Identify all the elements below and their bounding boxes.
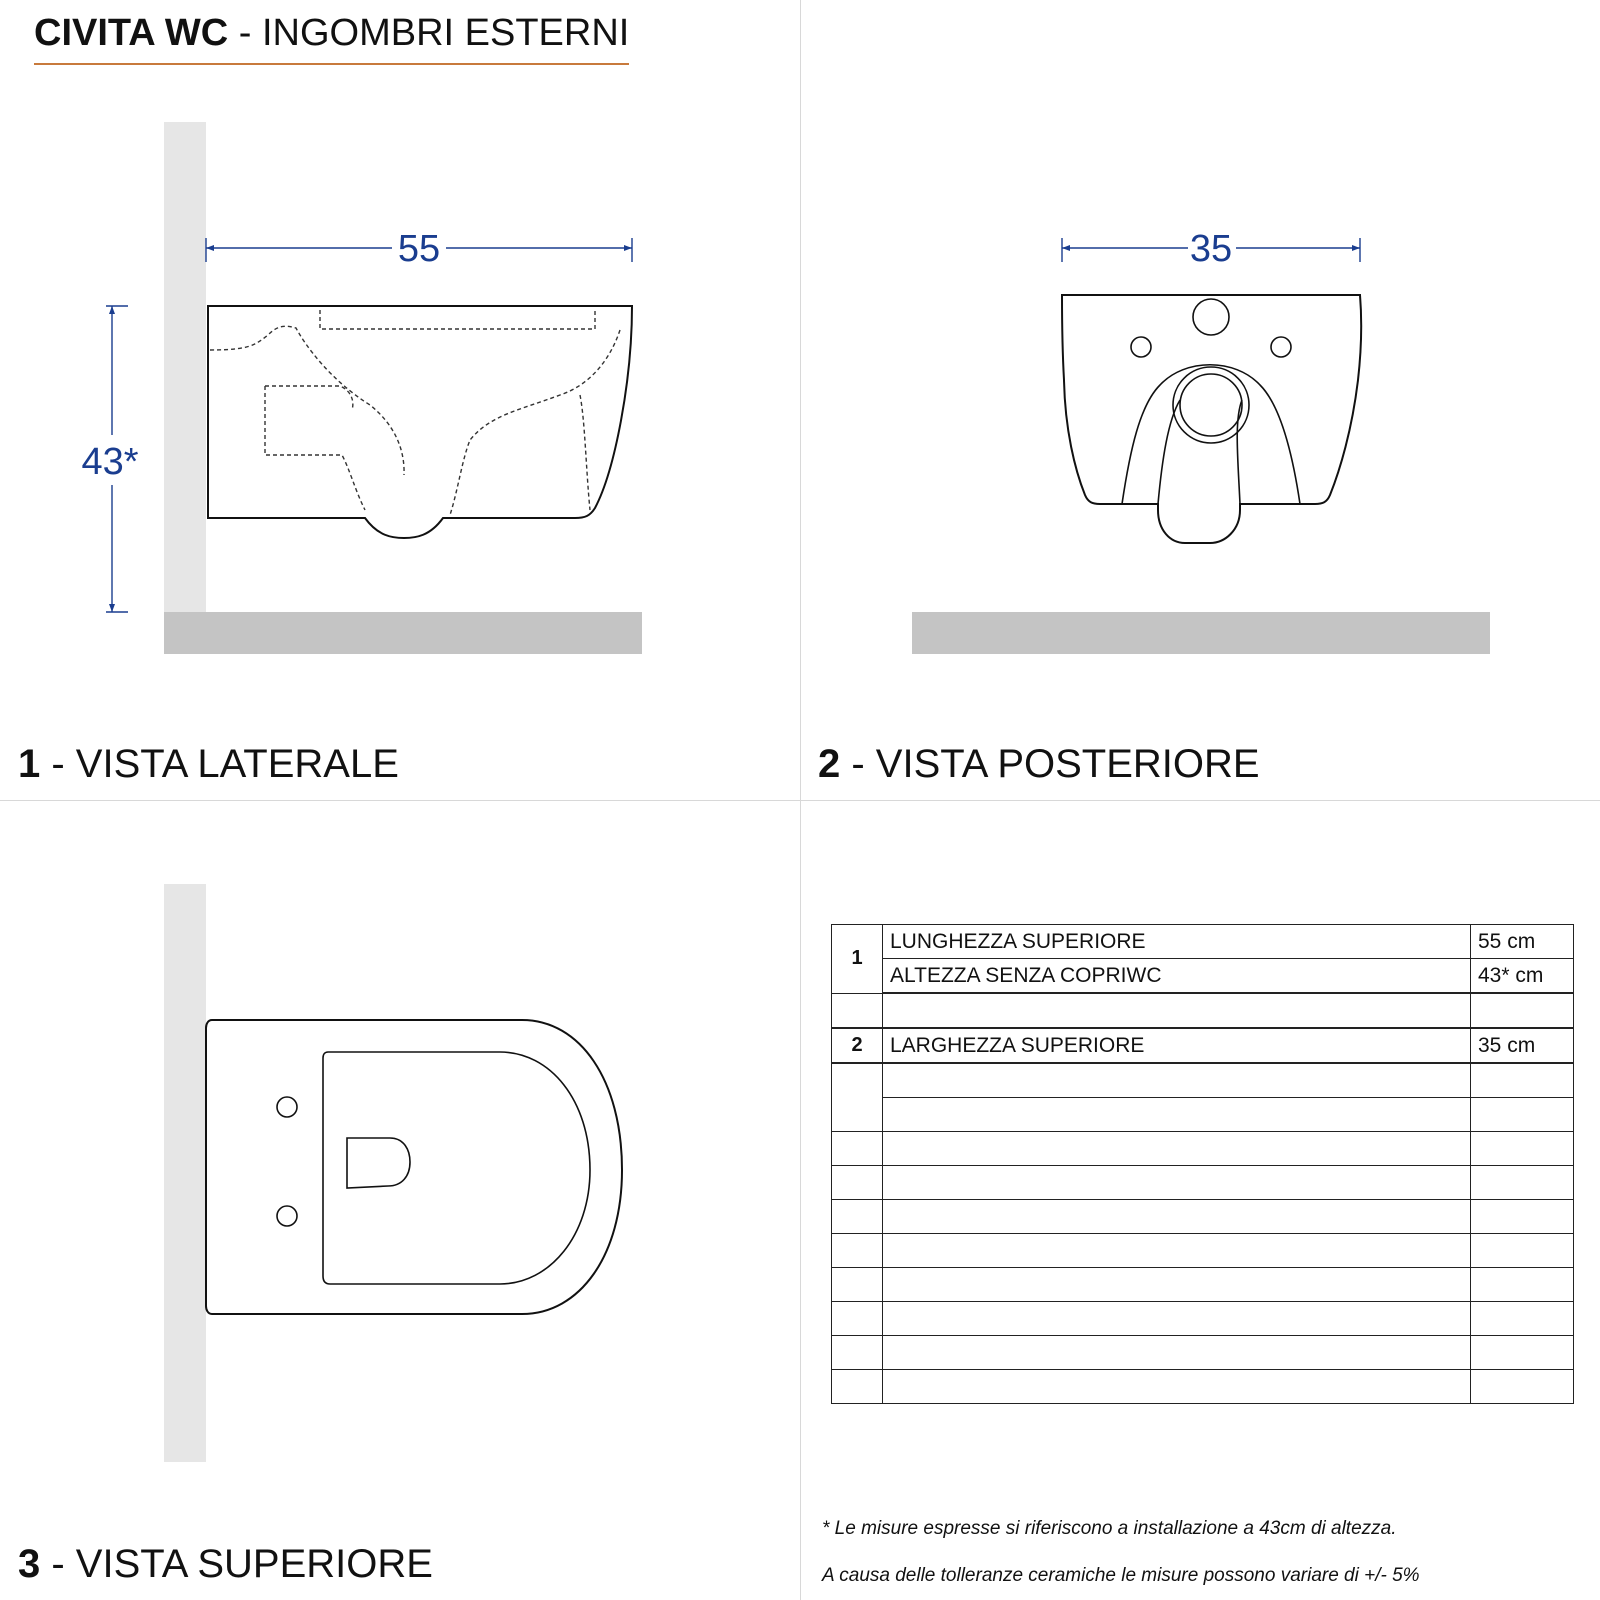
table-row	[832, 1268, 1574, 1302]
row-value: 55 cm	[1471, 925, 1574, 959]
table-row	[832, 1028, 1574, 1063]
table-row	[832, 959, 1574, 994]
view-1-caption: 1 - VISTA LATERALE	[18, 742, 399, 786]
group-number: 2	[832, 1028, 883, 1063]
table-row	[832, 1302, 1574, 1336]
wall	[164, 884, 206, 1462]
table-row	[832, 1132, 1574, 1166]
table-row	[832, 1370, 1574, 1404]
floor	[912, 612, 1490, 654]
row-value: 35 cm	[1471, 1028, 1574, 1063]
row-description: LUNGHEZZA SUPERIORE	[883, 925, 1471, 959]
row-value	[1471, 993, 1574, 1028]
table-row	[832, 925, 1574, 959]
row-description: ALTEZZA SENZA COPRIWC	[883, 959, 1471, 994]
table-row	[832, 1336, 1574, 1370]
table-row	[832, 1234, 1574, 1268]
spec-table	[831, 924, 1574, 1404]
footnote-tolerance: A causa delle tolleranze ceramiche le misure possono variare di +/- 5%	[822, 1565, 1420, 1586]
group-number: 1	[832, 925, 883, 994]
table-row	[832, 1063, 1574, 1098]
length-label: 55	[397, 228, 441, 270]
row-number	[832, 993, 883, 1028]
footnote-measures: * Le misure espresse si riferiscono a installazione a 43cm di altezza.	[822, 1518, 1397, 1539]
floor	[164, 612, 642, 654]
width-label: 35	[1189, 228, 1233, 270]
bowl-side-outline	[208, 306, 632, 538]
row-description	[883, 993, 1471, 1028]
table-row	[832, 993, 1574, 1028]
table-row	[832, 1098, 1574, 1132]
table-row	[832, 1166, 1574, 1200]
view-3-caption: 3 - VISTA SUPERIORE	[18, 1542, 433, 1586]
height-label: 43*	[81, 441, 139, 483]
bowl-top-outline	[206, 1020, 622, 1314]
wall	[164, 122, 206, 612]
rear-view-drawing	[800, 0, 1600, 800]
side-view-drawing	[0, 0, 800, 800]
bowl-rear-outline	[1062, 295, 1361, 543]
row-value: 43* cm	[1471, 959, 1574, 994]
top-view-drawing	[0, 800, 800, 1600]
page-title: CIVITA WC - INGOMBRI ESTERNI	[34, 12, 630, 54]
view-2-caption: 2 - VISTA POSTERIORE	[818, 742, 1260, 786]
row-description: LARGHEZZA SUPERIORE	[883, 1028, 1471, 1063]
table-row	[832, 1200, 1574, 1234]
